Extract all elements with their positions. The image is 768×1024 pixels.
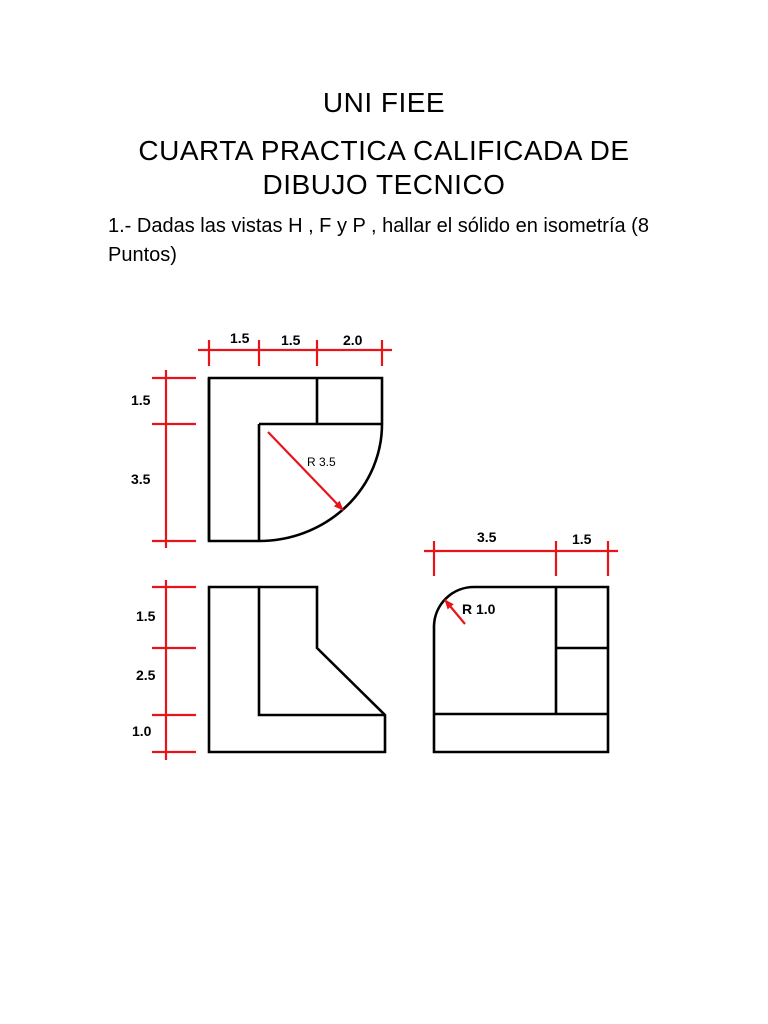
dim-label: 1.5 <box>230 330 250 346</box>
radius-label: R 3.5 <box>307 455 336 469</box>
top-view-radius-indicator <box>268 432 343 510</box>
top-view <box>131 330 392 548</box>
dim-label: 3.5 <box>477 529 497 545</box>
side-view-radius-indicator <box>445 600 496 624</box>
header-line-3: DIBUJO TECNICO <box>262 169 506 200</box>
question-text: 1.- Dadas las vistas H , F y P , hallar el sólido en isometría (8 Puntos) <box>108 215 649 266</box>
radius-label: R 1.0 <box>462 601 496 617</box>
side-view-horizontal-dimensions <box>424 529 618 576</box>
dim-label: 3.5 <box>131 471 151 487</box>
side-view <box>424 529 618 752</box>
dim-label: 2.5 <box>136 667 156 683</box>
front-view <box>132 580 385 760</box>
side-view-outline <box>434 587 608 752</box>
dim-label: 1.5 <box>136 608 156 624</box>
dim-label: 2.0 <box>343 332 363 348</box>
front-view-vertical-dimensions <box>132 580 196 760</box>
front-view-outline <box>209 587 385 752</box>
dim-label: 1.5 <box>281 332 301 348</box>
dim-label: 1.0 <box>132 723 152 739</box>
top-view-vertical-dimensions <box>131 370 196 548</box>
header-line-2: CUARTA PRACTICA CALIFICADA DE <box>138 135 630 166</box>
dim-label: 1.5 <box>572 531 592 547</box>
header-line-1: UNI FIEE <box>322 87 446 118</box>
top-view-horizontal-dimensions <box>198 330 392 366</box>
dim-label: 1.5 <box>131 392 151 408</box>
